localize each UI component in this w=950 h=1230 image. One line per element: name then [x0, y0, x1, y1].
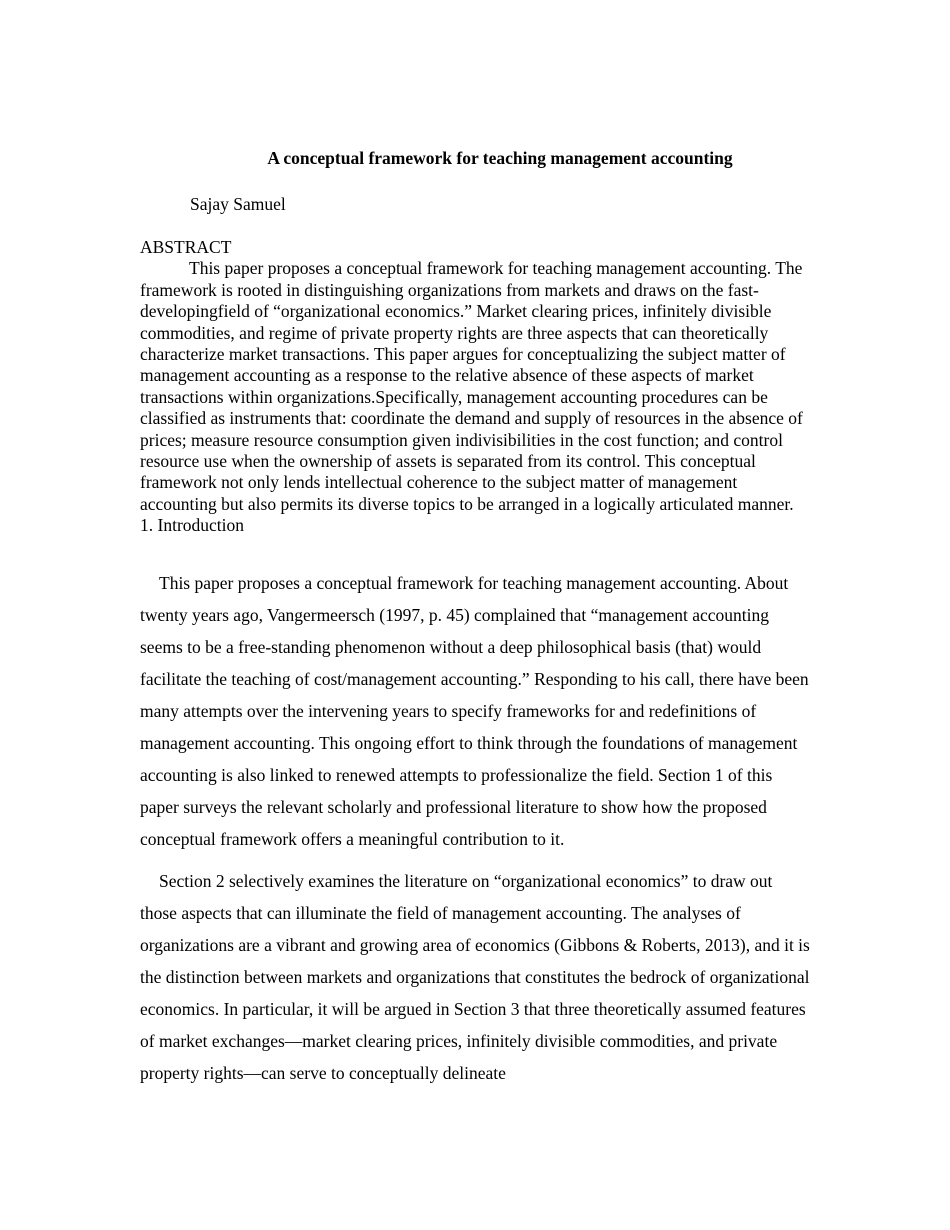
body-paragraph: Section 2 selectively examines the literature on “organizational economics” to draw out those aspects that can illuminate the field of management accounting. The analyses of organizations are a vibrant and growing area of economics (Gibbons & Roberts, 2013), and it is the distinction between markets and organizations that constitutes the bedrock of organizational economics. In particular, it will be argued in Section 3 that three theoretically assumed features of market exchanges—market clearing prices, infinitely divisible commodities, and private property rights—can serve to conceptually delineate [140, 871, 810, 1083]
author-name: Sajay Samuel [190, 194, 286, 214]
abstract-text: This paper proposes a conceptual framework for teaching management accounting. The framework is rooted in distinguishing organizations from markets and draws on the fast-developingfield of “organizational economics.” Market clearing prices, infinitely divisible commodities, and regime of private property rights are three aspects that can theoretically characterize market transactions. This paper argues for conceptualizing the subject matter of management accounting as a response to the relative absence of these aspects of market transactions within organizations.Specifically, management accounting procedures can be classified as instruments that: coordinate the demand and supply of resources in the absence of prices; measure resource consumption given indivisibilities in the cost function; and control resource use when the ownership of assets is separated from its control. This conceptual framework not only lends intellectual coherence to the subject matter of management accounting but also permits its diverse topics to be arranged in a logically articulated manner. [140, 258, 803, 514]
section-heading-introduction: 1. Introduction [140, 515, 245, 536]
body-paragraph: This paper proposes a conceptual framework for teaching management accounting. About twenty years ago, Vangermeersch (1997, p. 45) complained that “management accounting seems to be a free-standing phenomenon without a deep philosophical basis (that) would facilitate the teaching of cost/management accounting.” Responding to his call, there have been many attempts over the intervening years to specify frameworks for and redefinitions of management accounting. This ongoing effort to think through the foundations of management accounting is also linked to renewed attempts to professionalize the field. Section 1 of this paper surveys the relevant scholarly and professional literature to show how the proposed conceptual framework offers a meaningful contribution to it. [140, 573, 809, 849]
abstract-section [140, 237, 812, 537]
introduction-body [140, 567, 812, 1099]
abstract-heading: ABSTRACT [140, 237, 232, 257]
paper-title: A conceptual framework for teaching management accounting [267, 148, 733, 168]
